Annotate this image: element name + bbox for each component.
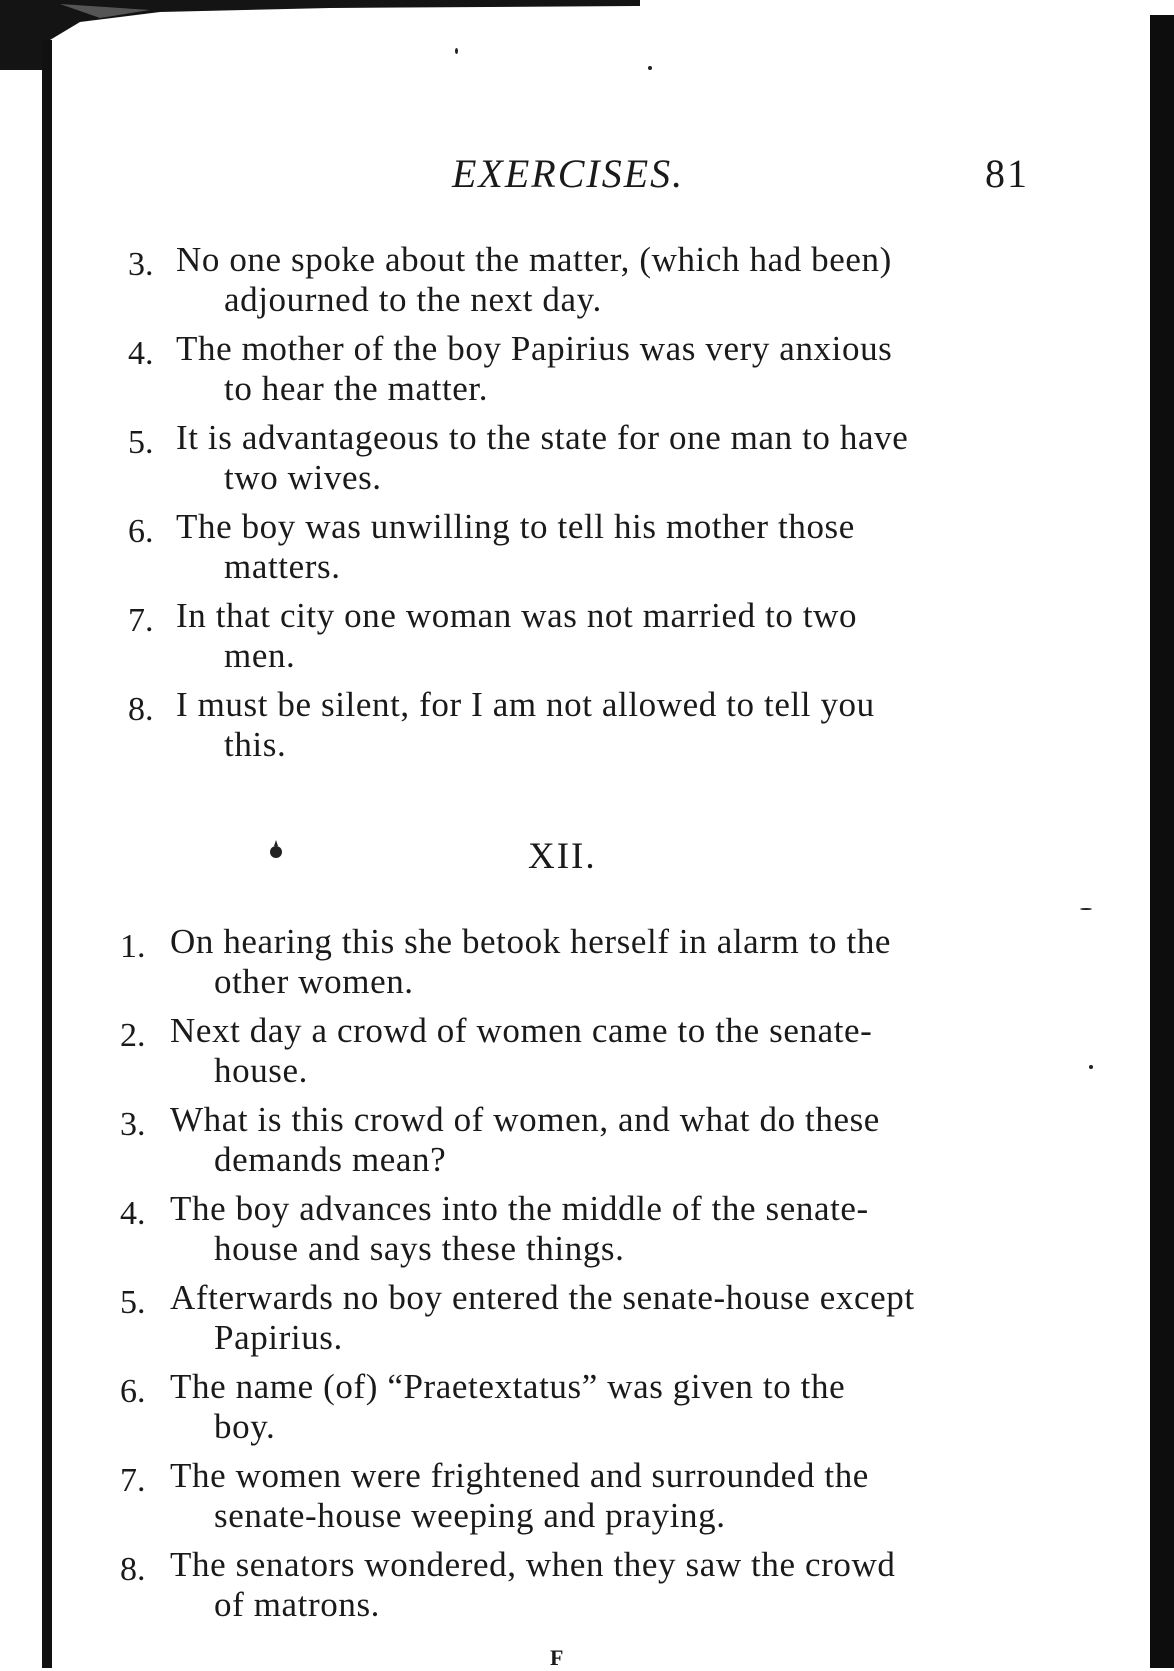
list-item: [0, 1096, 1174, 1185]
dust-speck: [648, 66, 652, 70]
list-item: [0, 503, 1174, 592]
item-text-line: demands mean?: [214, 1140, 447, 1179]
item-text-line: I must be silent, for I am not allowed to tell you: [176, 685, 875, 724]
item-text-line: Next day a crowd of women came to the senate-: [170, 1011, 873, 1050]
item-text-line: The name (of) “Praetextatus” was given to the: [170, 1367, 846, 1406]
list-item: [0, 325, 1174, 414]
list-item: [0, 236, 1174, 325]
section-heading: XII.: [528, 836, 597, 877]
item-text-line: Afterwards no boy entered the senate-house except: [170, 1278, 915, 1317]
list-item: [0, 592, 1174, 681]
item-number: 3.: [120, 1106, 146, 1143]
item-text-line: The senators wondered, when they saw the crowd: [170, 1545, 896, 1584]
item-text-line: In that city one woman was not married to two: [176, 596, 858, 635]
dust-speck: [1080, 908, 1092, 910]
item-text-line: of matrons.: [214, 1585, 381, 1624]
item-text-line: boy.: [214, 1407, 276, 1446]
item-number: 8.: [120, 1551, 146, 1588]
list-item: [0, 1541, 1174, 1630]
item-text-line: The women were frightened and surrounded the: [170, 1456, 869, 1495]
item-text-line: two wives.: [224, 458, 382, 497]
item-text-line: adjourned to the next day.: [224, 280, 602, 319]
item-text-line: men.: [224, 636, 296, 675]
list-item: [0, 1274, 1174, 1363]
item-number: 6.: [128, 513, 154, 550]
list-item: [0, 414, 1174, 503]
page-number: 81: [985, 151, 1029, 196]
item-number: 4.: [120, 1195, 146, 1232]
item-text-line: Papirius.: [214, 1318, 343, 1357]
item-text-line: senate-house weeping and praying.: [214, 1496, 726, 1535]
list-item: [0, 681, 1174, 770]
item-number: 7.: [120, 1462, 146, 1499]
item-text-line: On hearing this she betook herself in alarm to the: [170, 922, 892, 961]
list-item: [0, 1185, 1174, 1274]
item-text-line: What is this crowd of women, and what do these: [170, 1100, 880, 1139]
item-number: 6.: [120, 1373, 146, 1410]
list-item: [0, 1452, 1174, 1541]
running-title: EXERCISES.: [452, 151, 685, 196]
list-item: [0, 1363, 1174, 1452]
item-text-line: to hear the matter.: [224, 369, 489, 408]
item-text-line: No one spoke about the matter, (which had been): [176, 240, 892, 279]
exercise-list-continued: [0, 236, 1174, 770]
item-text-line: The boy was unwilling to tell his mother those: [176, 507, 855, 546]
exercise-list-xii: [0, 918, 1174, 1630]
item-number: 1.: [120, 928, 146, 965]
item-number: 3.: [128, 246, 154, 283]
item-text-line: matters.: [224, 547, 341, 586]
running-head: [0, 150, 1174, 200]
scan-edge-top: [0, 0, 640, 70]
list-item: [0, 1007, 1174, 1096]
item-text-line: The mother of the boy Papirius was very anxious: [176, 329, 893, 368]
item-number: 4.: [128, 335, 154, 372]
item-text-line: It is advantageous to the state for one man to have: [176, 418, 909, 457]
item-number: 7.: [128, 602, 154, 639]
item-text-line: house.: [214, 1051, 309, 1090]
item-number: 2.: [120, 1017, 146, 1054]
list-item: [0, 918, 1174, 1007]
item-text-line: other women.: [214, 962, 414, 1001]
dust-speck: [455, 48, 458, 54]
item-text-line: this.: [224, 725, 287, 764]
item-number: 8.: [128, 691, 154, 728]
signature-mark: F: [550, 1645, 564, 1670]
item-number: 5.: [120, 1284, 146, 1321]
item-number: 5.: [128, 424, 154, 461]
ornament-icon: [268, 840, 284, 860]
item-text-line: house and says these things.: [214, 1229, 625, 1268]
item-text-line: The boy advances into the middle of the senate-: [170, 1189, 869, 1228]
